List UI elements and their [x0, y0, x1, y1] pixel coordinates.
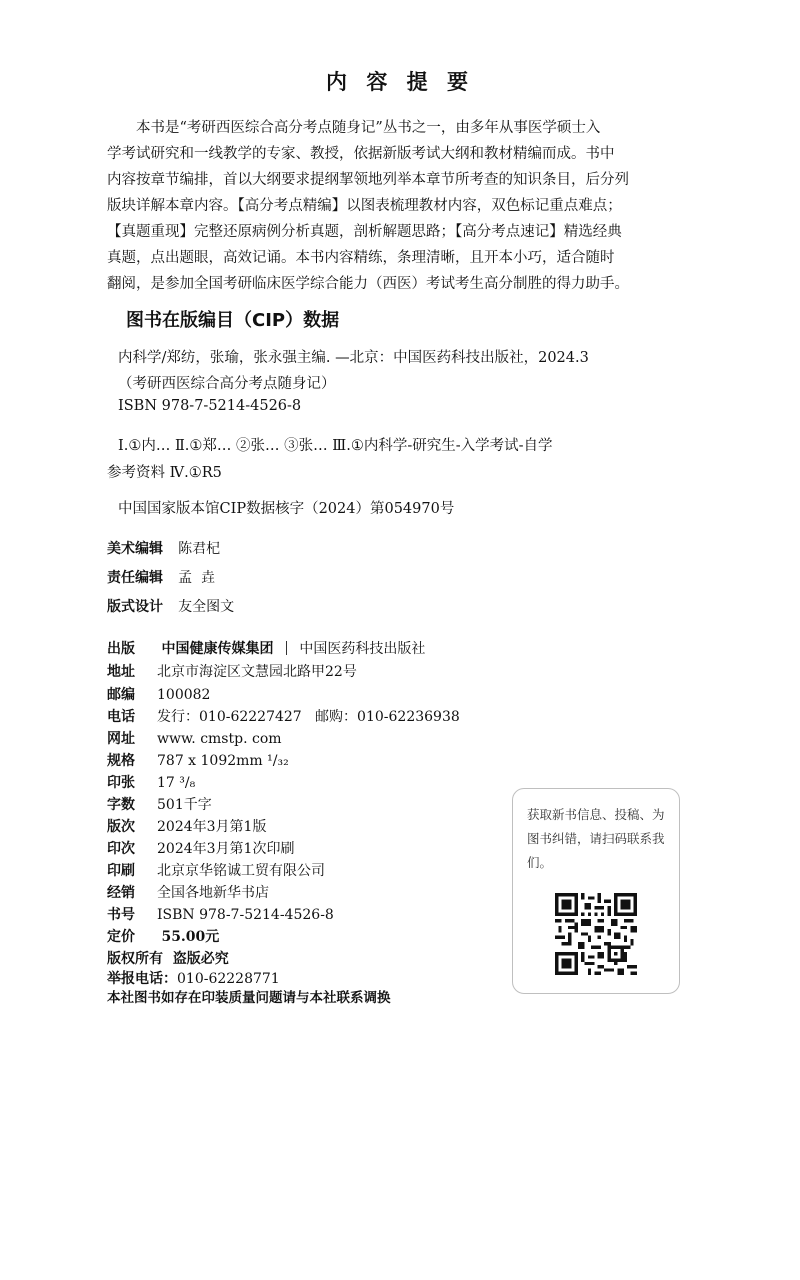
pub-row-sheets	[107, 772, 195, 792]
summary-line: 学考试研究和一线教学的专家、教授，依据新版考试大纲和教材精编而成。书中	[107, 146, 615, 162]
pub-row-wordcount	[107, 794, 212, 814]
row-value: www. cmstp. com	[157, 731, 282, 747]
row-value: 发行：010-62227427 邮购：010-62236938	[157, 709, 460, 725]
cip-series-line: （考研西医综合高分考点随身记）	[118, 376, 336, 392]
row-value: 北京京华铭诚工贸有限公司	[157, 863, 325, 879]
cip-record-line: 内科学/郑纺，张瑜，张永强主编. —北京：中国医药科技出版社，2024.3	[118, 350, 589, 366]
report-phone: 010-62228771	[177, 971, 280, 987]
pub-row-website	[107, 728, 282, 748]
divider	[286, 641, 287, 655]
pub-row-format	[107, 750, 289, 770]
row-label: 地址	[107, 664, 135, 680]
row-value: 2024年3月第1次印刷	[157, 841, 295, 857]
summary-line: 【真题重现】完整还原病例分析真题，剖析解题思路；【高分考点速记】精选经典	[107, 224, 622, 240]
summary-line: 本书是“考研西医综合高分考点随身记”丛书之一，由多年从事医学硕士入	[136, 120, 601, 136]
row-value: ISBN 978-7-5214-4526-8	[157, 907, 334, 923]
editor-value: 孟 垚	[178, 570, 215, 586]
cip-number-line: 中国国家版本馆CIP数据核字（2024）第054970号	[118, 501, 455, 517]
row-label: 印张	[107, 775, 135, 791]
row-label: 书号	[107, 907, 135, 923]
price-value: 55.00元	[161, 929, 220, 945]
editor-label: 版式设计	[107, 599, 163, 615]
pub-row-phone	[107, 706, 460, 726]
row-value: 北京市海淀区文慧园北路甲22号	[157, 664, 357, 680]
report-row	[107, 968, 280, 988]
rights-statement: 版权所有 盗版必究	[107, 951, 229, 967]
editor-value: 陈君杞	[178, 541, 221, 557]
pub-row-printing	[107, 838, 294, 858]
row-label: 版次	[107, 819, 135, 835]
price-row	[107, 926, 219, 946]
row-value: 17 ³/₈	[157, 775, 196, 791]
row-label: 网址	[107, 731, 135, 747]
row-label: 印次	[107, 841, 135, 857]
row-label: 印刷	[107, 863, 135, 879]
cip-heading: 图书在版编目（CIP）数据	[126, 310, 340, 331]
pub-row-postcode	[107, 684, 210, 704]
publisher-row	[107, 638, 425, 658]
qr-code-icon[interactable]	[555, 893, 637, 975]
row-label: 电话	[107, 709, 135, 725]
summary-line: 内容按章节编排，首以大纲要求提纲挈领地列举本章节所考查的知识条目，后分列	[107, 172, 629, 188]
summary-paragraph	[107, 115, 697, 297]
editor-label: 责任编辑	[107, 570, 163, 586]
row-label: 经销	[107, 885, 135, 901]
publisher-label: 出版	[107, 641, 135, 657]
row-label: 邮编	[107, 687, 135, 703]
row-value: 2024年3月第1版	[157, 819, 267, 835]
report-label: 举报电话：	[107, 971, 177, 987]
summary-line: 翻阅，是参加全国考研临床医学综合能力（西医）考试考生高分制胜的得力助手。	[107, 276, 629, 292]
publisher-name: 中国医药科技出版社	[299, 641, 426, 657]
pub-row-isbn	[107, 904, 334, 924]
summary-title: 内 容 提 要	[326, 70, 474, 94]
pub-row-address	[107, 661, 357, 681]
editor-label: 美术编辑	[107, 541, 163, 557]
editor-value: 友全图文	[178, 599, 235, 615]
summary-line: 真题，点出题眼，高效记诵。本书内容精练，条理清晰，且开本小巧，适合随时	[107, 250, 615, 266]
publisher-group: 中国健康传媒集团	[161, 641, 274, 657]
row-value: 全国各地新华书店	[157, 885, 269, 901]
row-label: 规格	[107, 753, 135, 769]
cip-isbn-line: ISBN 978-7-5214-4526-8	[118, 398, 302, 414]
editor-row	[107, 596, 234, 616]
row-value: 501千字	[157, 797, 212, 813]
contact-card	[512, 788, 680, 994]
row-value: 100082	[157, 687, 211, 703]
pub-row-printer	[107, 860, 325, 880]
row-label: 字数	[107, 797, 135, 813]
pub-row-edition	[107, 816, 266, 836]
row-value: 787 x 1092mm ¹/₃₂	[157, 753, 289, 769]
cip-classification-line-2: 参考资料 Ⅳ.①R5	[107, 465, 222, 481]
pub-row-distributor	[107, 882, 269, 902]
price-label: 定价	[107, 929, 135, 945]
editor-row	[107, 567, 215, 587]
editor-row	[107, 538, 220, 558]
quality-notice: 本社图书如存在印装质量问题请与本社联系调换	[107, 990, 391, 1006]
contact-card-text: 获取新书信息、投稿、为图书纠错，请扫码联系我们。	[527, 807, 665, 870]
cip-classification-line: Ⅰ.①内… Ⅱ.①郑… ②张… ③张… Ⅲ.①内科学-研究生-入学考试-自学	[118, 438, 553, 454]
summary-line: 版块详解本章内容。【高分考点精编】以图表梳理教材内容，双色标记重点难点；	[107, 198, 622, 214]
